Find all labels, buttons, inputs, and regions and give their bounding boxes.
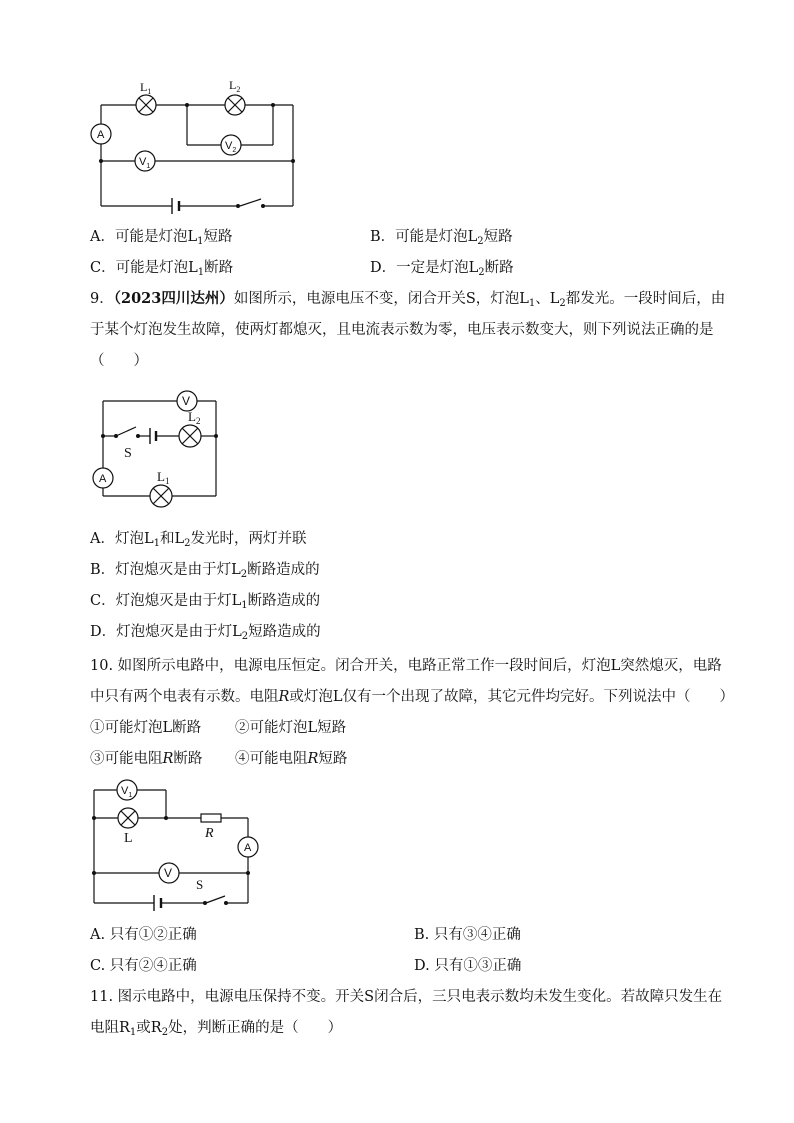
q10-statement-4: ④可能电阻R短路 <box>235 751 348 767</box>
lamp-l2-label: $L_2$ <box>229 78 241 94</box>
q8-option-b: B．可能是灯泡$L_2$短路 <box>370 229 513 247</box>
q10-option-b: B. 只有③④正确 <box>414 927 521 943</box>
ammeter-label: A <box>244 842 252 854</box>
q9-stem-line2: 于某个灯泡发生故障，使两灯都熄灭，且电流表示数为零，电压表示数变大，则下列说法正确的是 <box>90 322 714 338</box>
lamp-l-label: L <box>124 831 133 846</box>
q11-stem-line1: 11. 图示电路中，电源电压保持不变。开关S闭合后，三只电表示数均未发生变化。若故障只发生在 <box>90 989 723 1005</box>
lamp-l2-label: $L_2$ <box>188 409 201 426</box>
q10-stem-line1: 10. 如图所示电路中，电源电压恒定。闭合开关，电路正常工作一段时间后，灯泡L突然熄灭，电路 <box>90 658 722 674</box>
q8-option-a: A．可能是灯泡$L_1$短路 <box>90 229 233 247</box>
voltmeter-label: V <box>182 394 191 408</box>
ammeter-label: A <box>97 129 105 141</box>
q8-circuit-diagram <box>90 72 310 212</box>
q10-statement-1: ①可能灯泡L断路 <box>90 720 202 736</box>
q10-statement-2: ②可能灯泡L短路 <box>235 720 347 736</box>
q10-option-a: A. 只有①②正确 <box>90 927 197 943</box>
voltmeter-v1-label: $V_1$ <box>139 156 151 170</box>
q10-option-c: C. 只有②④正确 <box>90 958 197 974</box>
q9-option-b: B．灯泡熄灭是由于灯$L_2$断路造成的 <box>90 562 320 580</box>
q9-stem-line1: 9．（2023四川达州）如图所示，电源电压不变，闭合开关S，灯泡$L_1$、$L_2$都发光。一段时间后，由 <box>90 290 726 309</box>
q9-option-d: D．灯泡熄灭是由于灯$L_2$短路造成的 <box>90 624 321 642</box>
q10-statement-3: ③可能电阻R断路 <box>90 751 203 767</box>
voltmeter-v1-label: $V_1$ <box>121 785 133 799</box>
q9-answer-bracket: （ ） <box>90 353 148 369</box>
lamp-l1-label: $L_1$ <box>157 469 170 486</box>
voltmeter-v-label: V <box>164 866 173 880</box>
q9-option-a: A．灯泡$L_1$和$L_2$发光时，两灯并联 <box>90 531 307 549</box>
lamp-l1-label: $L_1$ <box>140 80 152 96</box>
switch-s-label: S <box>124 446 132 461</box>
q9-circuit-diagram <box>90 385 230 505</box>
q9-option-c: C．灯泡熄灭是由于灯$L_1$断路造成的 <box>90 593 321 611</box>
q10-stem-line2: 中只有两个电表有示数。电阻R或灯泡L仅有一个出现了故障，其它元件均完好。下列说法中（ ） <box>90 689 735 705</box>
q8-option-c: C．可能是灯泡$L_1$断路 <box>90 260 234 278</box>
q10-circuit-diagram <box>88 776 268 911</box>
q10-option-d: D. 只有①③正确 <box>414 958 522 974</box>
switch-s-label: S <box>196 877 204 892</box>
q11-stem-line2: 电阻$R_1$或$R_2$处，判断正确的是（ ） <box>90 1020 343 1038</box>
q8-option-d: D．一定是灯泡$L_2$断路 <box>370 260 514 278</box>
voltmeter-v2-label: $V_2$ <box>225 140 237 154</box>
ammeter-label: A <box>99 473 107 485</box>
resistor-r-label: R <box>205 826 214 841</box>
